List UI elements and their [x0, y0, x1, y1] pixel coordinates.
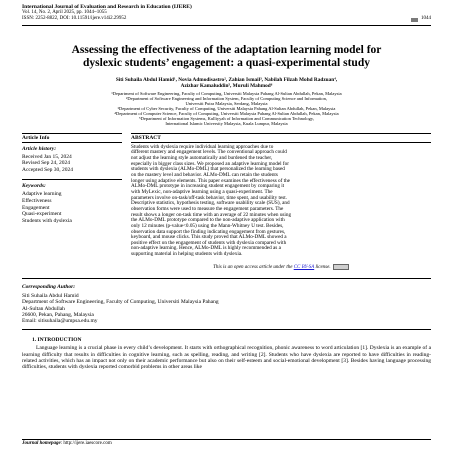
abstract-line: keyboard, and mouse clicks. This study proved that ALMo-DML showed a [131, 234, 287, 241]
abstract-text [131, 145, 431, 258]
corresponding-line: Siti Suhaila Abdul Hamid [22, 292, 79, 299]
keyword: Adaptive learning [22, 191, 62, 198]
page-footer [22, 439, 431, 446]
history-item: Revised Sep 24, 2024 [22, 160, 70, 167]
keyword: Students with dyslexia [22, 217, 72, 224]
history-item: Received Jan 15, 2024 [22, 153, 72, 160]
article-history-label: Article history: [22, 145, 57, 152]
journal-volume: Vol. 14, No. 2, April 2025, pp. 1044~1055 [22, 10, 107, 16]
journal-issn-doi: ISSN: 2252-8822, DOI: 10.11591/ijere.v14i2.29952 [22, 16, 127, 22]
abstract-line: observation forms were used to measure the engagement parameters. The [131, 205, 284, 212]
title-line: dyslexic students’ engagement: a quasi-experimental study [83, 56, 370, 69]
introduction-text [22, 345, 431, 370]
body-line: language processing difficulties, students with dyslexia reported comorbid problems in other areas like [22, 358, 431, 371]
abstract-line: longer using adaptive elements. This paper examines the effectiveness of the [131, 177, 290, 184]
title-line: Assessing the effectiveness of the adaptation learning model for [71, 43, 382, 56]
header-rule [22, 25, 431, 26]
affiliation-line: ⁴Department of Computer Science, Faculty of Computing, Universiti Malaysia Pahang Al-Sultan Abdullah, Pekan, Malaysia [114, 110, 339, 116]
journal-header [22, 4, 431, 26]
keywords-list [22, 191, 122, 224]
body-line: Language learning is a crucial phase in every child’s development. It starts with orthographical [36, 345, 246, 352]
affiliation-line: ⁵Department of Information Systems, Kulliyyah of Information and Communication Technology, [139, 116, 314, 122]
author-list [22, 77, 431, 89]
abstract-line: different mastery and engagement levels. The conventional approach could [131, 149, 287, 156]
homepage-url[interactable]: : http://ijere.iaescore.com [60, 441, 112, 446]
abstract-line: observation data support the finding indicating engagement from gestures, [131, 228, 286, 235]
abstract-line: Descriptive statistics, hypothesis testing, software usability scale (SUS), and [131, 200, 290, 207]
abstract-heading: ABSTRACT [131, 133, 431, 142]
abstract-line: with MyLexic, non-adaptive learning using a quasi-experiment. The [131, 188, 273, 195]
corresponding-label: Corresponding Author: [22, 283, 76, 290]
abstract-line: the ALMo-DML prototype compared to the non-adaptive application with [131, 217, 285, 224]
body-line: results in difficulties in cognitive learning, such as spelling, reading, and writing [2]. Students who have [74, 351, 312, 358]
abstract-line: students with dyslexia (ALMo-DML) that personalized the learning based [131, 166, 285, 173]
info-abstract-box [22, 133, 431, 270]
article-info [22, 133, 122, 270]
corresponding-author [22, 284, 431, 324]
affiliations [22, 91, 431, 127]
box-bottom-rule [22, 278, 431, 279]
abstract-line: not adjust the learning style automatically and burdened the teacher, [131, 154, 273, 161]
abstract-line: especially in bigger class sizes. We proposed an adaptive learning model for [131, 160, 289, 167]
abstract-line: supporting material in helping students with dyslexia. [131, 251, 243, 258]
keyword: Effectiveness [22, 198, 52, 205]
paper-title [22, 44, 431, 70]
cc-by-sa-badge-icon [333, 264, 349, 270]
affiliation-line: ¹Department of Software Engineering, Faculty of Computing, Universiti Malaysia Pahang Al-Sultan Abdullah, Pekan, Malaysia [111, 90, 342, 96]
corresponding-email[interactable]: Email: sitisuhaila@umpsa.edu.my [22, 318, 98, 325]
corresponding-rule [22, 329, 431, 330]
abstract-line: non-adaptive learning. Hence, ALMo-DML is highly recommended as a [131, 245, 281, 252]
keyword: Engagement [22, 204, 50, 211]
license-notice: This is an open access article under the CC BY-SA license. [131, 264, 431, 270]
author-line: Siti Suhaila Abdul Hamid¹, Novia Admodisastro², Zahian Ismail³, Nabilah Filzah Mohd Radzuan⁴, [115, 76, 338, 83]
body-line: recognition, phonic awareness to word articulation [1]. Dyslexia is an example of a learning difficulty that [22, 345, 432, 358]
homepage-label: Journal homepage [22, 441, 61, 446]
corresponding-line: Al-Sultan Abdullah [22, 305, 65, 312]
affiliation-line: ²Department of Software Engineering and Information System, Faculty of Computing Science and Information, [125, 95, 328, 101]
affiliation-line: International Islamic University Malaysia, Kuala Lumpur, Malaysia [165, 121, 288, 127]
abstract-line: on the mastery level and behavior. ALMo-DML can retain the students [131, 171, 278, 178]
abstract-line: Students with dyslexia require individual learning approaches due to [131, 143, 274, 150]
corresponding-line: 26600, Pekan, Pahang, Malaysia [22, 311, 94, 318]
abstract-line: positive effect on the engagement of students with dyslexia compared with [131, 239, 287, 246]
license-link[interactable]: CC BY-SA [293, 264, 315, 270]
abstract-line: only 12 minutes (p-value<0.05) using the Mann-Whitney U test. Besides, [131, 222, 284, 229]
abstract-line: ALMo-DML prototype in increasing student engagement by comparing it [131, 183, 285, 190]
affiliation-line: ³Department of Cyber Security, Faculty of Computing, Universiti Malaysia Pahang Al-Sultan Abdullah, Pekan, Malaysia [117, 105, 336, 111]
affiliation-line: Universiti Putra Malaysia, Serdang, Malaysia [185, 100, 268, 106]
history-item: Accepted Sep 30, 2024 [22, 166, 74, 173]
corresponding-line: Department of Software Engineering, Faculty of Computing, Universiti Malaysia Pahang [22, 299, 219, 306]
keyword: Quasi-experiment [22, 211, 62, 218]
abstract-line: parameters involve on-task/off-task behavior, time spent, and usability test. [131, 194, 288, 201]
journal-name: International Journal of Evaluation and Research in Education (IJERE) [22, 4, 192, 10]
body-line: academic performance but also on their self-esteem and social-emotional development [3]. Besides having [147, 358, 385, 364]
section-heading-introduction: 1. INTRODUCTION [32, 337, 82, 344]
keywords-label: Keywords: [22, 183, 46, 190]
abstract-line: result shows a longer on-task time with an average of 22 minutes when using [131, 211, 292, 218]
info-separator [22, 179, 122, 180]
journal-logo-icon [411, 18, 418, 22]
body-line: dyslexia are reported to have difficulties in reading-related activities, which has an impact not only on their [22, 351, 432, 364]
page-number: 1044 [421, 16, 431, 22]
abstract-section [131, 133, 431, 270]
article-history [22, 154, 122, 174]
author-line: Azizhar Kamaluddin⁵, Muruli Mahmod⁶ [180, 82, 273, 89]
article-info-heading: Article Info [22, 133, 122, 142]
